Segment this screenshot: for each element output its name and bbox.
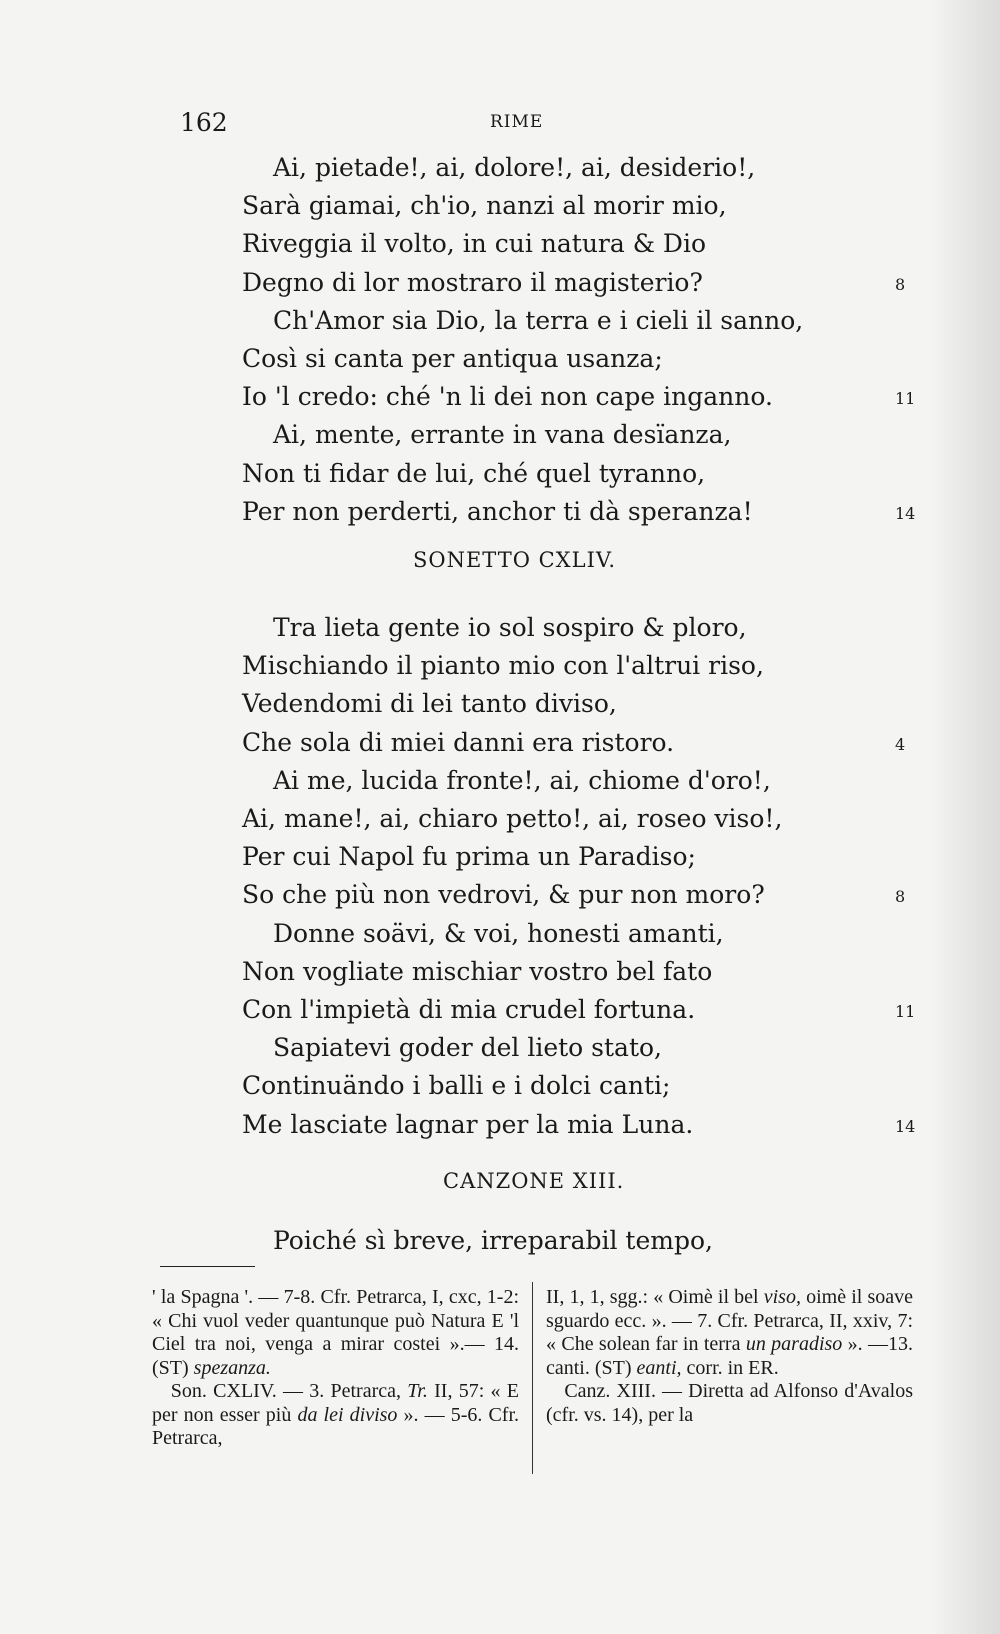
footnote-paragraph: II, 1, 1, sgg.: « Oimè il bel viso, oimè il soave sguardo ecc. ». — 7. Cfr. Petrarca, II, xxiv, 7: « Che solean far in terra un paradiso ». —13. canti. (ST) eanti, corr. in ER. — [546, 1286, 914, 1379]
line-number: 14 — [895, 1116, 916, 1136]
footnote-rule — [160, 1266, 255, 1267]
verse-line: Ai, pietade!, ai, dolore!, ai, desiderio!, — [273, 153, 756, 182]
verse-line: Con l'impietà di mia crudel fortuna. — [242, 995, 696, 1024]
verse-line: Vedendomi di lei tanto diviso, — [242, 689, 617, 719]
verse-line: Non ti fidar de lui, ché quel tyranno, — [242, 458, 706, 488]
verse-line: Sapiatevi goder del lieto stato, — [273, 1033, 662, 1063]
footnote-column-divider — [532, 1282, 533, 1474]
footnote-column-right — [546, 1286, 913, 1427]
verse-line: Per non perderti, anchor ti dà speranza! — [242, 496, 753, 526]
running-title: RIME — [490, 112, 544, 132]
footnote-paragraph: ' la Spagna '. — 7-8. Cfr. Petrarca, I, cxc, 1-2: « Chi vuol veder quantunque può Natura E 'l Ciel tra noi, venga a mirar costei ».— 14. (ST) spezanza. — [152, 1286, 519, 1379]
verse-line: Io 'l credo: ché 'n li dei non cape inganno. — [242, 382, 773, 412]
verse-line: Degno di lor mostraro il magisterio? — [242, 267, 703, 297]
verse-line: Che sola di miei danni era ristoro. — [242, 727, 675, 757]
verse-line: Donne soävi, & voi, honesti amanti, — [273, 918, 724, 948]
footnote-paragraph: Son. CXLIV. — 3. Petrarca, Tr. II, 57: « E per non esser più da lei diviso ». — 5-6. Cfr. Petrarca, — [152, 1380, 520, 1449]
verse-line: Ai, mane!, ai, chiaro petto!, ai, roseo viso!, — [242, 804, 783, 833]
verse-line: Continuändo i balli e i dolci canti; — [242, 1071, 671, 1101]
verse-line: Per cui Napol fu prima un Paradiso; — [242, 842, 696, 872]
line-number: 11 — [895, 389, 916, 409]
verse-line: Ch'Amor sia Dio, la terra e i cieli il sanno, — [273, 305, 804, 335]
page-number: 162 — [180, 108, 228, 137]
verse-line: Mischiando il pianto mio con l'altrui riso, — [242, 651, 764, 681]
verse-line: Ai, mente, errante in vana desïanza, — [273, 420, 732, 450]
canzone-heading: CANZONE XIII. — [443, 1169, 625, 1193]
line-number: 8 — [895, 887, 906, 907]
canzone-first-line: Poiché sì breve, irreparabil tempo, — [273, 1226, 713, 1255]
line-number: 8 — [895, 274, 906, 294]
line-number: 14 — [895, 503, 916, 523]
verse-line: So che più non vedrovi, & pur non moro? — [242, 880, 765, 910]
verse-line: Riveggia il volto, in cui natura & Dio — [242, 229, 707, 259]
verse-line: Non vogliate mischiar vostro bel fato — [242, 956, 713, 986]
verse-line: Ai me, lucida fronte!, ai, chiome d'oro!, — [273, 765, 771, 795]
line-number: 11 — [895, 1002, 916, 1021]
footnote-paragraph: Canz. XIII. — Diretta ad Alfonso d'Avalos (cfr. vs. 14), per la — [546, 1380, 914, 1426]
page-edge-shadow — [930, 0, 1000, 1634]
verse-line: Me lasciate lagnar per la mia Luna. — [242, 1109, 694, 1139]
line-number: 4 — [895, 734, 906, 754]
verse-line: Tra lieta gente io sol sospiro & ploro, — [273, 613, 747, 642]
sonnet-heading: SONETTO CXLIV. — [413, 548, 617, 572]
verse-line: Sarà giamai, ch'io, nanzi al morir mio, — [242, 191, 727, 221]
verse-line: Così si canta per antiqua usanza; — [242, 344, 663, 373]
footnote-column-left — [152, 1286, 519, 1451]
